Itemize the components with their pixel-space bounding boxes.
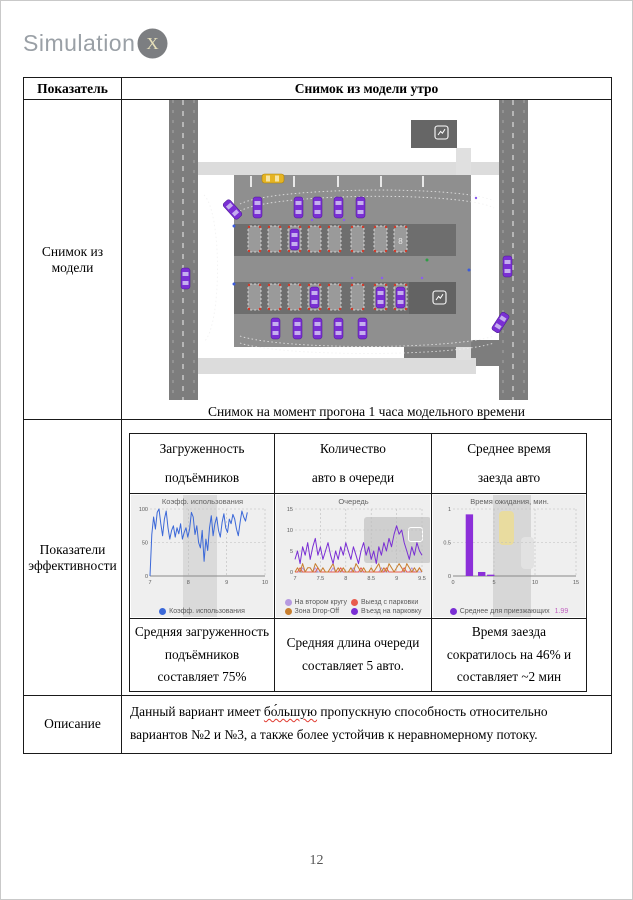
summary-queue: Средняя длина очереди составляет 5 авто.	[275, 619, 432, 692]
parked-car	[313, 197, 322, 218]
svg-text:10: 10	[531, 580, 538, 587]
snapshot-row	[24, 100, 611, 420]
chart-cell-wait-time	[432, 494, 587, 619]
metric-header-lifts: Загруженность подъёмников	[130, 434, 275, 494]
svg-text:0: 0	[289, 570, 293, 577]
parked-car	[358, 318, 367, 339]
lift-row-1	[234, 224, 456, 256]
lift-building-top	[411, 120, 457, 148]
parked-car	[293, 318, 302, 339]
svg-text:5: 5	[289, 549, 293, 556]
legend-item: Въезд на парковку	[351, 608, 422, 615]
svg-text:9: 9	[224, 580, 228, 587]
legend-dot-icon	[285, 599, 292, 606]
legend-dot-icon	[351, 608, 358, 615]
metrics-cell	[122, 420, 611, 695]
svg-text:0: 0	[450, 580, 455, 587]
parked-car	[313, 318, 322, 339]
summary-utilization: Средняя загруженность подъёмников составляет 75%	[130, 619, 275, 692]
svg-text:7: 7	[147, 580, 152, 587]
legend-item: Коэфф. использования	[159, 608, 245, 615]
snapshot-row-label: Снимок из модели	[24, 100, 122, 419]
svg-text:5: 5	[491, 580, 496, 587]
snapshot-cell	[122, 100, 611, 419]
metric-header-queue: Количество авто в очереди	[275, 434, 432, 494]
svg-text:7: 7	[292, 576, 297, 583]
parked-car	[181, 268, 190, 289]
parking-simulation-image	[122, 100, 611, 400]
legend-dot-icon	[159, 608, 166, 615]
parked-car	[271, 318, 280, 339]
utilization-chart	[131, 495, 273, 617]
metrics-row	[24, 420, 611, 696]
parked-car	[290, 229, 299, 250]
logo-text: Simulation	[23, 30, 136, 56]
parked-car	[253, 197, 262, 218]
header-snapshot-morning: Снимок из модели утро	[294, 80, 439, 96]
parking-lot	[234, 175, 471, 347]
spellcheck-word: бо́льшую	[263, 704, 318, 719]
description-text: Данный вариант имеет бо́льшую пропускную способность относительно вариантов №2 и №3, а также более устойчив к неравномерному потоку.	[130, 704, 548, 743]
header-indicator: Показатель	[24, 78, 122, 99]
svg-text:8: 8	[186, 580, 190, 587]
legend-item: Среднее для приезжающих 1.99	[450, 608, 568, 615]
metrics-chart-row	[130, 494, 587, 619]
metrics-inner-table	[129, 433, 587, 692]
summary-entry-time: Время заезда сократилось на 46% и составляет ~2 мин	[432, 619, 587, 692]
parked-car	[334, 318, 343, 339]
logo	[23, 28, 168, 59]
svg-text:9: 9	[394, 576, 398, 583]
svg-text:8.5: 8.5	[366, 576, 375, 583]
svg-text:Коэфф. использования: Коэфф. использования	[161, 497, 243, 507]
table-header-row	[24, 78, 611, 100]
svg-text:100: 100	[138, 507, 148, 514]
svg-text:8: 8	[343, 576, 347, 583]
metrics-summary-row	[130, 619, 587, 692]
page-number: 12	[309, 853, 324, 868]
svg-text:7.5: 7.5	[316, 576, 324, 583]
yellow-car	[262, 174, 284, 183]
legend-dot-icon	[450, 608, 457, 615]
svg-text:Очередь: Очередь	[337, 497, 369, 507]
parked-car	[396, 287, 405, 308]
svg-text:0.5: 0.5	[442, 540, 451, 547]
svg-text:15: 15	[286, 507, 293, 514]
bottom-sidewalk	[198, 358, 476, 374]
snapshot-caption: Снимок на момент прогона 1 часа модельного времени	[207, 404, 526, 419]
chart-cell-queue	[275, 494, 432, 619]
metrics-row-label: Показатели эффективности	[24, 420, 122, 695]
parked-car	[294, 197, 303, 218]
svg-text:10: 10	[286, 528, 293, 535]
legend-item: Выезд с парковки	[351, 599, 422, 606]
parked-car	[503, 256, 512, 277]
metric-header-entry-time: Среднее время заезда авто	[432, 434, 587, 494]
svg-text:50: 50	[141, 540, 148, 547]
results-table	[23, 77, 612, 754]
legend-item: Зона Drop-Off	[285, 608, 347, 615]
lift-building-row2	[409, 282, 456, 314]
chart-cell-utilization	[130, 494, 275, 619]
logo-x-icon	[137, 28, 168, 59]
svg-text:Время ожидания, мин.: Время ожидания, мин.	[469, 497, 549, 507]
description-cell	[122, 696, 611, 753]
svg-text:10: 10	[261, 580, 268, 587]
metrics-header-row	[130, 434, 587, 494]
legend-dot-icon	[351, 599, 358, 606]
parked-car	[310, 287, 319, 308]
lift-spot-number: 8	[398, 237, 403, 246]
wait-time-chart	[433, 495, 585, 617]
svg-text:X: X	[146, 34, 160, 53]
queue-chart	[276, 495, 430, 617]
legend-item: На втором кругу	[285, 599, 347, 606]
description-row-label: Описание	[24, 696, 122, 753]
svg-text:0: 0	[144, 574, 148, 581]
parked-car	[376, 287, 385, 308]
svg-text:0: 0	[447, 574, 451, 581]
description-row	[24, 696, 611, 753]
parked-car	[356, 197, 365, 218]
legend-dot-icon	[285, 608, 292, 615]
top-sidewalk	[198, 162, 499, 175]
svg-text:9.5: 9.5	[417, 576, 426, 583]
parked-car	[334, 197, 343, 218]
svg-text:15: 15	[572, 580, 579, 587]
svg-text:1: 1	[447, 507, 451, 514]
